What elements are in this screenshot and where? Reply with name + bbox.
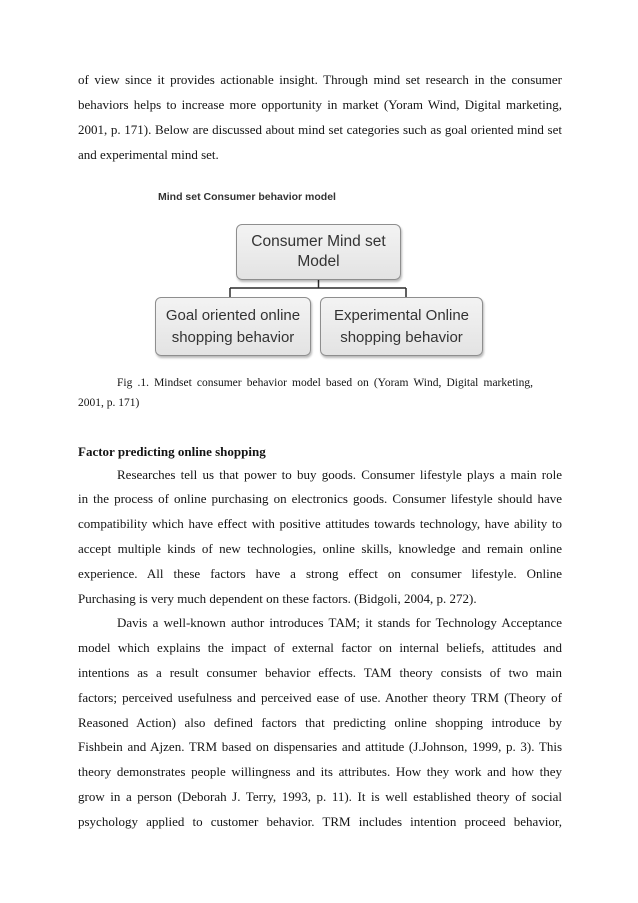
body-paragraph xyxy=(78,611,562,834)
paragraph-line: Fishbein and Ajzen. TRM based on dispensaries and attitude (J.Johnson, 1999, p. 3). This xyxy=(78,739,562,755)
paragraph-line: of view since it provides actionable insight. Through mind set research in the consumer xyxy=(78,72,562,87)
paragraph-line: Davis a well-known author introduces TAM; it stands for Technology Acceptance xyxy=(117,615,562,631)
paragraph-line: experience. All these factors have a strong effect on consumer lifestyle. Online xyxy=(78,565,562,581)
caption-line: 2001, p. 171) xyxy=(78,397,140,409)
paragraph-line: Researches tell us that power to buy goods. Consumer lifestyle plays a main role xyxy=(117,466,562,482)
node-label-line: shopping behavior xyxy=(171,328,295,346)
child-node-experimental xyxy=(320,297,483,356)
paragraph-line: accept multiple kinds of new technologies, online skills, knowledge and remain online xyxy=(78,540,562,556)
paragraph-line: factors; perceived usefulness and perceived ease of use. Another theory TRM (Theory of xyxy=(78,689,562,705)
paragraph-line: Purchasing is very much dependent on these factors. (Bidgoli, 2004, p. 272). xyxy=(78,590,477,606)
intro-paragraph xyxy=(78,67,562,167)
paragraph-line: compatibility which have effect with positive attitudes towards technology, have ability to xyxy=(78,516,562,532)
paragraph-line: 2001, p. 171). Below are discussed about mind set categories such as goal oriented mind set xyxy=(78,122,562,137)
node-label-line: Consumer Mind set xyxy=(251,233,386,250)
paragraph-line: theory demonstrates people willingness and its attributes. How they work and how they xyxy=(78,764,562,780)
paragraph-line: grow in a person (Deborah J. Terry, 1993, p. 11). It is well established theory of social xyxy=(78,788,562,804)
node-label-line: Experimental Online xyxy=(333,306,470,324)
node-label-line: shopping behavior xyxy=(340,328,463,346)
section-heading: Factor predicting online shopping xyxy=(78,444,266,459)
child-node-goal-oriented xyxy=(155,297,311,356)
paragraph-line: in the process of online purchasing on electronics goods. Consumer lifestyle should have xyxy=(78,491,562,507)
paragraph-line: psychology applied to customer behavior. TRM includes intention proceed behavior, xyxy=(78,813,562,829)
mindset-diagram-figure xyxy=(150,185,490,365)
body-paragraph xyxy=(78,463,562,612)
figure-title: Mind set Consumer behavior model xyxy=(158,191,336,203)
paragraph-line: intentions as a result consumer behavior effects. TAM theory consists of two main xyxy=(78,664,562,680)
root-node-consumer-mind-set-model xyxy=(236,224,401,280)
paragraph-line: and experimental mind set. xyxy=(78,147,219,162)
paragraph-line: model which explains the impact of external factor on internal beliefs, attitudes and xyxy=(78,640,562,656)
caption-line: Fig .1. Mindset consumer behavior model based on (Yoram Wind, Digital marketing, xyxy=(117,377,533,389)
paragraph-line: behaviors helps to increase more opportunity in market (Yoram Wind, Digital marketing, xyxy=(78,97,562,112)
node-label-line: Goal oriented online xyxy=(165,306,301,324)
paragraph-line: Reasoned Action) also defined factors that predicting online shopping introduce by xyxy=(78,714,562,730)
section-body xyxy=(78,463,562,835)
figure-caption xyxy=(78,373,533,413)
node-label-line: Model xyxy=(297,253,340,270)
